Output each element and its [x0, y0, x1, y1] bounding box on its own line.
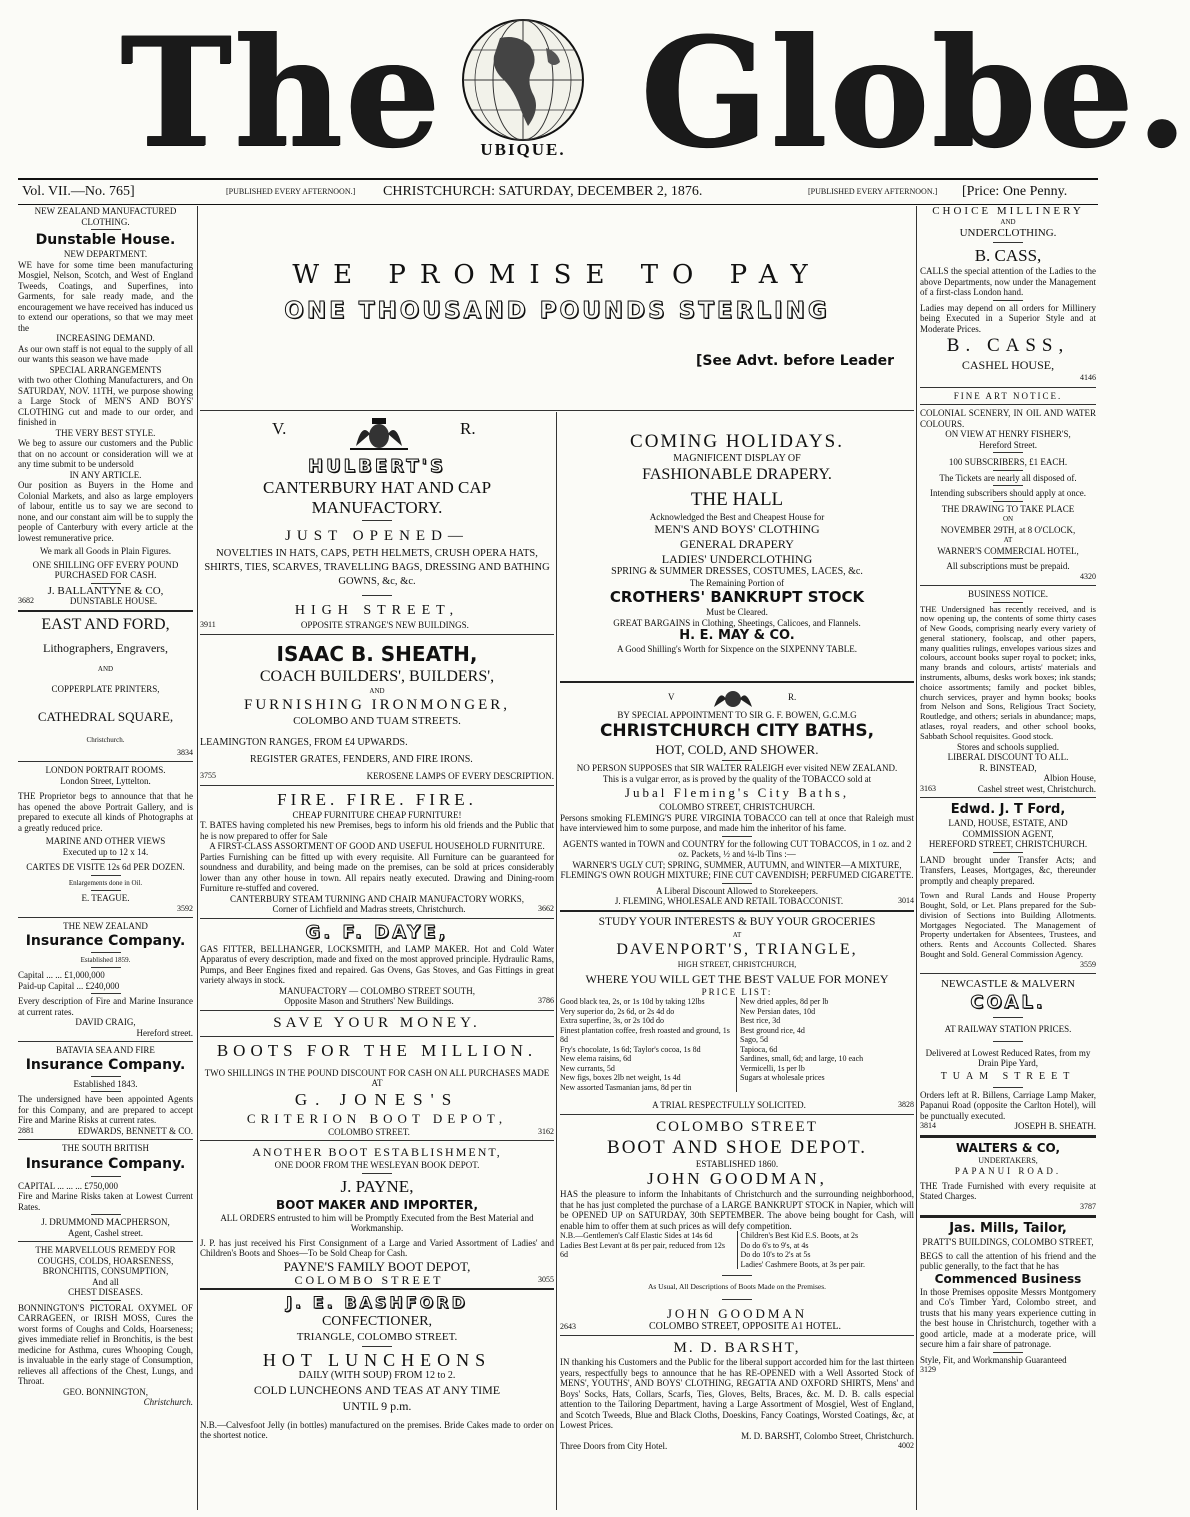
ad-line: WARNER'S COMMERCIAL HOTEL,: [937, 545, 1079, 556]
ad-signature: DAVID CRAIG,: [75, 1017, 136, 1027]
ad-heading: THE NEW ZEALAND: [63, 921, 148, 931]
ad-line: Christchurch.: [86, 735, 125, 744]
ad-address: Cashel street west, Christchurch.: [977, 783, 1096, 794]
ad-title: HULBERT'S: [308, 456, 446, 477]
ad-number: 4320: [1080, 571, 1096, 581]
ad-title: Dunstable House.: [35, 232, 176, 248]
ad-address: DUNSTABLE HOUSE.: [69, 596, 158, 606]
ad-title: BOOT MAKER AND IMPORTER,: [275, 1197, 479, 1212]
ad-body: THE Undersigned has recently received, and is now opening up, the contents of some thirty cases of New Goods, comprising nearly every variety of general stationery, foolscap, and other papers, many qualities rulings, envelopes various sizes and colours, account books super royal to pocket; inks, many brands and colours, artists' materials and instruments, albums, desks work boxes; ink stands; choice assortments; family and pocket bibles, church services, prayer and hymn books; books from Nelson and Sons, Religious Tract Society, Routledge, and others; serials in abundance; maps, atlases, royal readers, and other school books, Sabbath School requisites. Good stock.: [920, 603, 1096, 741]
ad-title: BOOTS FOR THE MILLION.: [216, 1040, 538, 1060]
ad-heading: CLOTHING.: [81, 216, 130, 227]
ad-body: THE Proprietor begs to announce that that he has opened the above Portrait Gallery, and is prepared to execute all kinds of Photographs at a greatly reduced price.: [18, 791, 193, 833]
price-item: New currants, 5d: [560, 1063, 615, 1073]
volume-number: Vol. VII.—No. 765]: [22, 184, 135, 199]
ad-body: AGENTS wanted in TOWN and COUNTRY for the following CUT TOBACCOS, in 1 oz. and 2 oz. Packets, ½ and ¼-lb Tins :—: [562, 838, 912, 859]
ad-line: AT: [732, 930, 742, 939]
ad-title: COLOMBO STREET: [656, 1118, 818, 1135]
ad-body: ALL ORDERS entrusted to him will be Promptly Executed from the Best Material and Workmanship.: [220, 1212, 534, 1233]
ad-body: We beg to assure our customers and the Public that on no account or consideration will we at any time submit to be undersold: [18, 438, 193, 469]
ad-line: CATHEDRAL SQUARE,: [37, 708, 174, 724]
ad-address: COLOMBO STREET: [294, 1272, 444, 1287]
ad-line: WHERE YOU WILL GET THE BEST VALUE FOR MONEY: [585, 971, 889, 986]
ad-address: HEREFORD STREET, CHRISTCHURCH.: [928, 839, 1088, 850]
ad-line: COLD LUNCHEONS AND TEAS AT ANY TIME: [253, 1382, 501, 1397]
publication-note: [PUBLISHED EVERY AFTERNOON.]: [808, 187, 938, 196]
ad-title: M. D. BARSHT,: [673, 1340, 801, 1356]
ad-title: EAST AND FORD,: [41, 615, 170, 633]
ad-line: Intending subscribers should apply at once.: [930, 488, 1086, 498]
ad-line: SPECIAL ARRANGEMENTS: [49, 364, 162, 375]
ad-address: Christchurch.: [143, 1397, 193, 1407]
ad-title: THE HALL: [690, 488, 784, 510]
ad-title: Insurance Company.: [25, 932, 186, 949]
boot-prices: [560, 1231, 914, 1269]
ad-line: Paid-up Capital ... £240,000: [18, 980, 120, 991]
price-item: Tapioca, 6d: [740, 1044, 778, 1054]
banner-ad: [200, 210, 914, 410]
price-item: New elema raisins, 6d: [560, 1054, 632, 1063]
ad-line: ON VIEW AT HENRY FISHER'S,: [945, 429, 1071, 439]
price-item: Do do 6's to 9's, at 4s: [740, 1240, 809, 1250]
ad-body: J. P. has just received his First Consignment of a Large and Varied Assortment of Ladies' and Children's Boots and Shoes—To be Sold Cheap for Cash.: [200, 1237, 554, 1258]
ad-number: 3662: [537, 904, 554, 913]
ad-number: 2643: [560, 1321, 576, 1331]
price-item: Vermicelli, 1s per lb: [740, 1063, 805, 1073]
ad-title: Commenced Business: [934, 1271, 1082, 1286]
ad-heading: BATAVIA SEA AND FIRE: [56, 1045, 155, 1055]
column-rule: [556, 412, 557, 1510]
ad-number: 4146: [1080, 373, 1096, 382]
ad-line: LADIES' UNDERCLOTHING: [661, 552, 813, 566]
ad-address: Albion House,: [1043, 773, 1096, 784]
ad-title: CROTHERS' BANKRUPT STOCK: [609, 588, 865, 606]
ad-line: LAND, HOUSE, ESTATE, AND: [948, 818, 1068, 829]
ad-body: Fire and Marine Risks taken at Lowest Current Rates.: [18, 1191, 193, 1212]
price-item: New figs, boxes 2lb net weight, 1s 4d: [560, 1073, 681, 1082]
ad-line: A FIRST-CLASS ASSORTMENT OF GOOD AND USEFUL HOUSEHOLD FURNITURE.: [209, 841, 545, 851]
ad-line: THE VERY BEST STYLE.: [55, 427, 156, 438]
price-list-title: PRICE LIST:: [701, 986, 773, 997]
ad-title: FURNISHING IRONMONGER,: [243, 697, 510, 713]
ad-number: 3834: [177, 747, 193, 757]
ad-address: Agent, Cashel street.: [68, 1227, 143, 1238]
ad-title: CANTERBURY HAT AND CAP: [262, 478, 492, 497]
ad-address: Three Doors from City Hotel.: [560, 1441, 668, 1451]
ad-title: B. CASS,: [946, 335, 1070, 356]
ad-body: Ladies may depend on all orders for Millinery being Executed in a Superior Style and at Moderate Prices.: [920, 302, 1096, 334]
ad-line: MAGNIFICENT DISPLAY OF: [673, 453, 801, 464]
masthead-the: The: [120, 5, 443, 181]
ad-line: Capital ... ... £1,000,000: [18, 970, 105, 980]
ad-body: LAND brought under Transfer Acts; and Transfers, Leases, Mortgages, &c, thereunder promptly and cheaply prepared.: [920, 854, 1096, 886]
ad-title: CHOICE MILLINERY: [932, 205, 1084, 217]
price-item: Fry's chocolate, 1s 6d; Taylor's cocoa, 1s 8d: [560, 1044, 701, 1054]
ad-line: BY SPECIAL APPOINTMENT TO SIR G. F. BOWEN, G.C.M.G: [617, 709, 857, 720]
ad-line: ON: [1002, 515, 1014, 523]
masthead: [0, 0, 1190, 181]
ad-body: The undersigned have been appointed Agents for this Company, and are prepared to accept Fire and Marine Risks at current rates.: [18, 1094, 193, 1125]
ad-line: Acknowledged the Best and Cheapest House for: [649, 511, 825, 522]
ad-number: 3787: [1080, 1201, 1096, 1211]
ad-line: AT RAILWAY STATION PRICES.: [944, 1024, 1072, 1035]
ad-title: CHRISTCHURCH CITY BATHS,: [599, 721, 875, 741]
column-rule: [916, 206, 917, 1510]
ad-title: J. E. BASHFORD: [286, 1293, 468, 1312]
ad-number: 3055: [537, 1274, 554, 1284]
ad-number: 3682: [18, 596, 34, 605]
ad-line: Lithographers, Engravers,: [43, 640, 168, 655]
ad-address: OPPOSITE STRANGE'S NEW BUILDINGS.: [300, 620, 469, 630]
column-4: [920, 206, 1096, 1510]
ad-heading: And all: [92, 1276, 119, 1287]
ad-signature: M. D. BARSHT, Colombo Street, Christchurch.: [741, 1430, 914, 1441]
ad-line: All subscriptions must be prepaid.: [946, 561, 1070, 571]
ad-address: Opposite Mason and Struthers' New Buildings.: [284, 996, 454, 1006]
ad-title: FASHIONABLE DRAPERY.: [642, 465, 832, 483]
ad-title: ISAAC B. SHEATH,: [276, 641, 478, 666]
ad-line: HIGH STREET,: [294, 603, 460, 618]
ad-line: AND: [369, 686, 385, 695]
ad-number: 3163: [920, 783, 936, 793]
price-item: Sugars at wholesale prices: [740, 1073, 825, 1082]
banner-line-3: [See Advt. before Leader: [696, 353, 894, 369]
ad-line: GREAT BARGAINS in Clothing, Sheetings, Calicoes, and Flannels.: [613, 617, 861, 628]
royal-crest-icon: [710, 687, 756, 709]
price-item: Finest plantation coffee, fresh roasted and ground, 1s 8d: [560, 1025, 730, 1044]
ad-title: B. CASS,: [974, 246, 1042, 265]
price-item: Best ground rice, 4d: [740, 1025, 805, 1035]
ad-line: THE DRAWING TO TAKE PLACE: [941, 503, 1075, 514]
ad-body: In those Premises opposite Messrs Montgomery and Co's Timber Yard, Colombo street, and trusts that his many years experience cutting in the best house in Christchurch, together with a good article, made at a moderate price, will secure him a fair share of patronage.: [920, 1286, 1096, 1350]
ad-number: 3592: [177, 903, 193, 913]
ad-signature: H. E. MAY & CO.: [679, 628, 795, 643]
ad-body: IN thanking his Customers and the Public for the liberal support accorded him for the last thirteen years, respectfully begs to announce that he has RE-OPENED with a Well Assorted Stock of MENS', YOUTHS', AND BOYS' CLOTHING, REGATTA AND OXFORD SHIRTS, Mens' and Boys' Socks, Hats, Collars, Scarfs, Ties, Gloves, Belts, Braces, &c. M. D. B. calls especial attention to the Tailoring Department, having a Large Assortment of Mosgiel, West of England, and Scotch Tweeds, Blue and Black Cloths, Doeskins, Fancy Coatings, Worsted Coatings, &c, at Lowest Prices.: [560, 1357, 914, 1430]
ad-line: The Tickets are nearly all disposed of.: [939, 472, 1077, 483]
ad-line: UNDERTAKERS,: [978, 1155, 1038, 1165]
ad-line: DAILY (WITH SOUP) FROM 12 to 2.: [298, 1370, 456, 1381]
ad-address: TRIANGLE, COLOMBO STREET.: [296, 1331, 458, 1343]
ad-line: CANTERBURY STEAM TURNING AND CHAIR MANUFACTORY WORKS,: [230, 893, 524, 904]
ad-body: Parties Furnishing can be fitted up with every requisite. All Furniture can be guaranteed for soundness and durability, and being made on the premises, can be sold at prices considerably lower than any other house in town. All repairs neatly executed. Drawing and Dining-room Furniture re-stuffed and covered.: [200, 851, 554, 893]
ad-line: CARTES DE VISITE 12s 6d PER DOZEN.: [26, 862, 185, 872]
ad-heading: COUGHS, COLDS, HOARSENESS,: [37, 1255, 174, 1266]
ad-line: Executed up to 12 x 14.: [62, 846, 149, 857]
ad-line: MEN'S AND BOYS' CLOTHING: [654, 522, 820, 536]
ad-title: COACH BUILDERS', BUILDERS',: [259, 667, 495, 685]
ad-signature: E. TEAGUE.: [81, 893, 130, 903]
masthead-motto: UBIQUE.: [480, 140, 566, 159]
ad-title: Jas. Mills, Tailor,: [949, 1221, 1067, 1237]
ad-title: PAYNE'S FAMILY BOOT DEPOT,: [283, 1258, 471, 1274]
ad-signature: R. BINSTEAD,: [979, 762, 1037, 773]
masthead-globe: Globe.: [640, 5, 1190, 181]
ad-heading: NEW ZEALAND MANUFACTURED: [34, 206, 177, 216]
ad-address: COLOMBO AND TUAM STREETS.: [293, 715, 461, 727]
ad-number: 4002: [898, 1441, 914, 1450]
price-item: New Persian dates, 10d: [740, 1006, 816, 1016]
ad-line: The Remaining Portion of: [689, 577, 785, 588]
ad-title: FIRE. FIRE. FIRE.: [277, 789, 477, 809]
ad-signature: EDWARDS, BENNETT & CO.: [77, 1125, 193, 1136]
ad-heading: CHEST DISEASES.: [68, 1287, 143, 1297]
ad-address: Hereford Street.: [979, 439, 1037, 450]
ad-title: UNDERCLOTHING.: [959, 227, 1057, 239]
ad-body: CALLS the special attention of the Ladies to the above Departments, now under the Management of a first-class London hand.: [920, 266, 1096, 297]
ad-title: WALTERS & CO,: [955, 1140, 1061, 1155]
ad-body: Our position as Buyers in the Home and Colonial Markets, and also as large employers of labour, entitle us to say we are second to none, and our constant aim will be to supply the people of Canterbury with every article at the lowest remunerative price.: [18, 480, 193, 543]
ad-line: Style, Fit, and Workmanship Guaranteed: [920, 1354, 1067, 1365]
column-1: [18, 206, 193, 1510]
price-item: New dried apples, 8d per lb: [740, 997, 829, 1006]
ad-number: 3755: [200, 771, 216, 780]
ad-line: Must be Cleared.: [706, 607, 768, 617]
ad-line: NOVEMBER 29TH, at 8 O'CLOCK,: [940, 524, 1076, 535]
ad-title: BUSINESS NOTICE.: [967, 589, 1048, 599]
ad-title: SAVE YOUR MONEY.: [273, 1014, 481, 1031]
ad-line: COPPERPLATE PRINTERS,: [51, 683, 160, 694]
ad-line: INCREASING DEMAND.: [56, 333, 155, 343]
column-3: [560, 414, 914, 1510]
royal-r: R.: [788, 691, 797, 702]
ad-line: We mark all Goods in Plain Figures.: [39, 546, 171, 556]
ad-body: HAS the pleasure to inform the Inhabitants of Christchurch and the surrounding neighborhood, that he has just completed the purchase of a LARGE BANKRUPT STOCK in Napier, which will be OPENED UP on SATURDAY, 30th SEPTEMBER. The above being bought for Cash, will enable him to offer them at such prices as will defy competition.: [560, 1189, 914, 1231]
ad-body: Every description of Fire and Marine Insurance at current rates.: [18, 996, 193, 1017]
column-rule: [197, 206, 198, 1510]
ad-address: PRATT'S BUILDINGS, COLOMBO STREET,: [922, 1237, 1094, 1248]
price-item: Sago, 5d: [740, 1035, 768, 1044]
ad-signature: J. DRUMMOND MACPHERSON,: [41, 1217, 170, 1227]
banner-line-1: WE PROMISE TO PAY: [292, 260, 822, 290]
price-item: N.B.—Gentlemen's Calf Elastic Sides at 14s 6d: [560, 1231, 713, 1240]
ad-line: CAPITAL ... ... ... £750,000: [18, 1180, 118, 1191]
ad-body: BEGS to call the attention of his friend and the public generally, to the fact that he has: [920, 1250, 1096, 1272]
ad-body: THE Trade Furnished with every requisite at Stated Charges.: [920, 1180, 1096, 1202]
ad-address: TUAM STREET: [940, 1070, 1076, 1082]
ad-line: Stores and schools supplied.: [957, 741, 1059, 752]
ad-line: JUST OPENED—: [285, 528, 469, 544]
divider: [200, 410, 914, 411]
price-item: Best rice, 3d: [740, 1016, 781, 1025]
ad-address: HIGH STREET, CHRISTCHURCH,: [677, 960, 797, 969]
ad-body: GAS FITTER, BELLHANGER, LOCKSMITH, and LAMP MAKER. Hot and Cold Water Apparatus of every description, made and fixed on the most approved principle. Hydraulic Rams, Pumps, and Beer Engines fixed and repaired. Gas Ovens, Gas Stoves, and Gas Fittings in great variety always in stock.: [200, 943, 554, 985]
ad-line: A Good Shilling's Worth for Sixpence on the SIXPENNY TABLE.: [616, 644, 857, 654]
ad-address: CASHEL HOUSE,: [961, 358, 1055, 372]
ad-body: COLONIAL SCENERY, IN OIL AND WATER COLOURS.: [920, 408, 1096, 429]
ad-signature: J. FLEMING, WHOLESALE AND RETAIL TOBACCONIST.: [614, 896, 844, 906]
ad-address: COLOMBO STREET, CHRISTCHURCH.: [659, 802, 815, 812]
ad-number: 2881: [18, 1125, 34, 1135]
price: [Price: One Penny.: [962, 184, 1068, 199]
publication-note: [PUBLISHED EVERY AFTERNOON.]: [226, 187, 356, 196]
ad-body: N.B.—Calvesfoot Jelly (in bottles) manufactured on the premises. Bride Cakes made to order on the shortest notice.: [200, 1419, 554, 1440]
royal-v: V: [668, 691, 675, 702]
ad-body: NOVELTIES IN HATS, CAPS, PETH HELMETS, CRUSH OPERA HATS, SHIRTS, TIES, SCARVES, TRAVELLING BAGS, DRESSING AND BATHING GOWNS, &c, &c.: [204, 548, 550, 587]
ad-title: COMING HOLIDAYS.: [630, 431, 844, 452]
ad-address: COLOMBO STREET.: [328, 1126, 410, 1137]
ad-body: Town and Rural Lands and House Property Bought, Sold, or Let. Plans prepared for the Sub-division of Sections into Building Allotments. Mortgages Negociated. The Management of Property undertaken for Absentees, Trustees, and others. Rents and Accounts Collected. Shares Bought and Sold. General Commission Agency.: [920, 890, 1096, 959]
ad-line: IN ANY ARTICLE.: [69, 469, 142, 480]
column-2: [200, 414, 554, 1510]
ad-line: MANUFACTORY — COLOMBO STREET SOUTH,: [279, 985, 475, 996]
ad-line: Enlargements done in Oil.: [68, 878, 143, 887]
ad-title: Jubal Fleming's City Baths,: [624, 785, 850, 800]
ad-line: Established 1859.: [80, 955, 131, 964]
ad-address: Hereford street.: [136, 1027, 193, 1038]
dateline: CHRISTCHURCH: SATURDAY, DECEMBER 2, 1876.: [383, 184, 703, 199]
ad-body: Orders left at R. Billens, Carriage Lamp Maker, Papanui Road (opposite the Carlton Hotel), will be punctually executed.: [920, 1089, 1096, 1121]
ad-body: WE have for some time been manufacturing Mosgiel, Nelson, Scotch, and West of England Tweeds, Coatings, and Superfines, into Garments, for sale ready made, and the encouragement we have received has induced us to extend our operations, so that we may meet the: [18, 259, 193, 333]
ad-number: 3162: [538, 1126, 554, 1136]
ad-signature: JOSEPH B. SHEATH.: [1014, 1121, 1096, 1132]
ad-body: Delivered at Lowest Reduced Rates, from my Drain Pipe Yard,: [925, 1047, 1091, 1069]
ad-number: 3814: [920, 1121, 936, 1131]
price-item: Sardines, small, 6d; and large, 10 each: [740, 1054, 864, 1063]
ad-address: Corner of Lichfield and Madras streets, Christchurch.: [272, 904, 466, 914]
ad-line: KEROSENE LAMPS OF EVERY DESCRIPTION.: [366, 771, 554, 781]
ad-body: with two other Clothing Manufacturers, and On SATURDAY, NOV. 11TH, we purpose showing a Large Stock of MEN'S AND BOYS' CLOTHING cut and made to our order, and finished in: [18, 375, 193, 427]
ad-heading: THE SOUTH BRITISH: [62, 1143, 149, 1153]
royal-v: V.: [272, 419, 287, 438]
ad-line: AND: [97, 664, 114, 673]
ad-signature: JOHN GOODMAN: [666, 1305, 808, 1321]
ad-line: REGISTER GRATES, FENDERS, AND FIRE IRONS.: [250, 753, 473, 765]
royal-r: R.: [460, 419, 476, 438]
price-item: Good black tea, 2s, or 1s 10d by taking 12lbs: [560, 997, 705, 1006]
ad-address: COLOMBO STREET, OPPOSITE A1 HOTEL.: [648, 1320, 842, 1332]
ad-line: UNTIL 9 p.m.: [342, 1398, 412, 1413]
ad-line: As Usual, All Descriptions of Boots Made on the Premises.: [647, 1282, 827, 1291]
ad-title: MANUFACTORY.: [311, 498, 443, 517]
ad-number: 3786: [538, 996, 554, 1005]
price-item: Children's Best Kid E.S. Boots, at 2s: [740, 1231, 859, 1240]
ad-heading: BRONCHITIS, CONSUMPTION,: [42, 1266, 169, 1276]
ad-body: TWO SHILLINGS IN THE POUND DISCOUNT FOR CASH ON ALL PURCHASES MADE AT: [204, 1067, 550, 1088]
ad-line: Established 1843.: [73, 1078, 138, 1089]
ad-title: NEWCASTLE & MALVERN: [940, 978, 1076, 991]
ad-body: T. BATES having completed his new Premises, begs to inform his old friends and the Public that he is now prepared to offer for Sale: [200, 820, 554, 841]
ad-title: Insurance Company.: [25, 1056, 186, 1073]
ad-address: PAPANUI ROAD.: [954, 1166, 1062, 1177]
ad-body: WARNER'S UGLY CUT; SPRING, SUMMER, AUTUMN, and WINTER—A MIXTURE, FLEMING'S OWN ROUGH MIXTURE; FINE CUT CAVENDISH; PERFUMED CIGARETTE.: [560, 859, 914, 880]
ad-title: JOHN GOODMAN,: [647, 1169, 827, 1188]
ad-title: STUDY YOUR INTERESTS & BUY YOUR GROCERIES: [598, 915, 876, 928]
ad-body: As our own staff is not equal to the supply of all our wants this season we have made: [18, 343, 193, 364]
ad-title: COAL.: [970, 992, 1046, 1014]
ad-heading: THE MARVELLOUS REMEDY FOR: [35, 1245, 176, 1255]
price-list: [560, 997, 914, 1092]
ad-title: HOT LUNCHEONS: [262, 1350, 492, 1370]
price-item: New assorted Tasmanian jams, 8d per tin: [560, 1082, 692, 1092]
ad-line: CHEAP FURNITURE CHEAP FURNITURE!: [292, 809, 462, 820]
ad-line: CRITERION BOOT DEPOT,: [246, 1110, 508, 1126]
ad-line: ONE SHILLING OFF EVERY POUND PURCHASED FOR CASH.: [32, 559, 179, 580]
ad-line: AT: [1003, 536, 1013, 544]
ad-signature: J. BALLANTYNE & CO,: [47, 584, 164, 597]
ad-line: ESTABLISHED 1860.: [695, 1158, 779, 1169]
ad-number: 3559: [1080, 959, 1096, 969]
ad-line: London Street, Lyttelton.: [60, 775, 151, 786]
ad-title: Edwd. J. T Ford,: [950, 802, 1066, 818]
ad-title: DAVENPORT'S, TRIANGLE,: [616, 941, 858, 958]
ad-subtitle: NEW DEPARTMENT.: [63, 249, 148, 259]
ad-line: GENERAL DRAPERY: [680, 537, 794, 551]
ad-line: LIBERAL DISCOUNT TO ALL.: [947, 752, 1069, 763]
dateline-bar: [18, 178, 1098, 205]
price-item: Ladies' Cashmere Boots, at 3s per pair.: [740, 1259, 866, 1269]
ad-title: BOOT AND SHOE DEPOT.: [607, 1136, 867, 1158]
ad-line: AND: [1000, 217, 1016, 226]
ad-body: This is a vulgar error, as is proved by the quality of the TOBACCO sold at: [602, 773, 872, 784]
royal-crest-icon: [348, 416, 410, 452]
ad-line: A TRIAL RESPECTFULLY SOLICITED.: [652, 1100, 806, 1110]
ad-line: MARINE AND OTHER VIEWS: [45, 836, 166, 846]
ad-number: 3014: [898, 896, 914, 905]
ad-number: 3911: [200, 620, 216, 629]
ad-line: ONE DOOR FROM THE WESLEYAN BOOK DEPOT.: [274, 1160, 480, 1170]
price-item: Ladies Best Levant at 8s per pair, reduced from 12s 6d: [560, 1240, 725, 1259]
ad-line: LEAMINGTON RANGES, FROM £4 UPWARDS.: [200, 737, 408, 748]
ad-signature: GEO. BONNINGTON,: [62, 1386, 149, 1397]
ad-line: COMMISSION AGENT,: [962, 828, 1054, 839]
ad-body: BONNINGTON'S PICTORAL OXYMEL OF CARRAGEEN, or IRISH MOSS, Cures the worst forms of Coughs and Colds, Hoarseness; gives immediate relief in Bronchitis, is the best medicine for Asthma, cures Whooping Cough, is invaluable in the early stage of Consumption, relieves all affections of the Chest, Lungs, and Throat.: [18, 1302, 193, 1386]
ad-title: G. F. DAYE,: [305, 921, 449, 943]
price-item: Extra superfine, 3s, or 2s 10d do: [560, 1016, 664, 1025]
ad-number: 3129: [920, 1365, 936, 1375]
ad-body: Persons smoking FLEMING'S PURE VIRGINIA TOBACCO can tell at once that Raleigh must have interviewed him to some purpose, and made him the inheritor of his fame.: [560, 812, 914, 833]
ad-line: HOT, COLD, AND SHOWER.: [655, 742, 819, 757]
ad-title: LONDON PORTRAIT ROOMS.: [45, 765, 166, 775]
banner-line-2: ONE THOUSAND POUNDS STERLING: [284, 298, 830, 324]
ad-title: J. PAYNE,: [340, 1176, 414, 1196]
price-item: Very superior do, 2s 6d, or 2s 4d do: [560, 1006, 675, 1016]
ad-title: G. JONES'S: [294, 1089, 460, 1109]
globe-icon: [448, 18, 598, 146]
ad-body: NO PERSON SUPPOSES that SIR WALTER RALEIGH ever visited NEW ZEALAND.: [576, 763, 898, 773]
ad-title: FINE ART NOTICE.: [953, 390, 1063, 401]
price-item: Do do 10's to 2's at 5s: [740, 1250, 811, 1259]
ad-line: 100 SUBSCRIBERS, £1 EACH.: [948, 457, 1068, 467]
ad-title: Insurance Company.: [25, 1155, 186, 1172]
ad-line: CONFECTIONER,: [321, 1314, 433, 1329]
ad-title: ANOTHER BOOT ESTABLISHMENT,: [252, 1145, 502, 1159]
ad-number: 3828: [898, 1100, 914, 1109]
ad-line: SPRING & SUMMER DRESSES, COSTUMES, LACES, &c.: [611, 566, 863, 577]
ad-line: A Liberal Discount Allowed to Storekeepers.: [656, 885, 818, 896]
